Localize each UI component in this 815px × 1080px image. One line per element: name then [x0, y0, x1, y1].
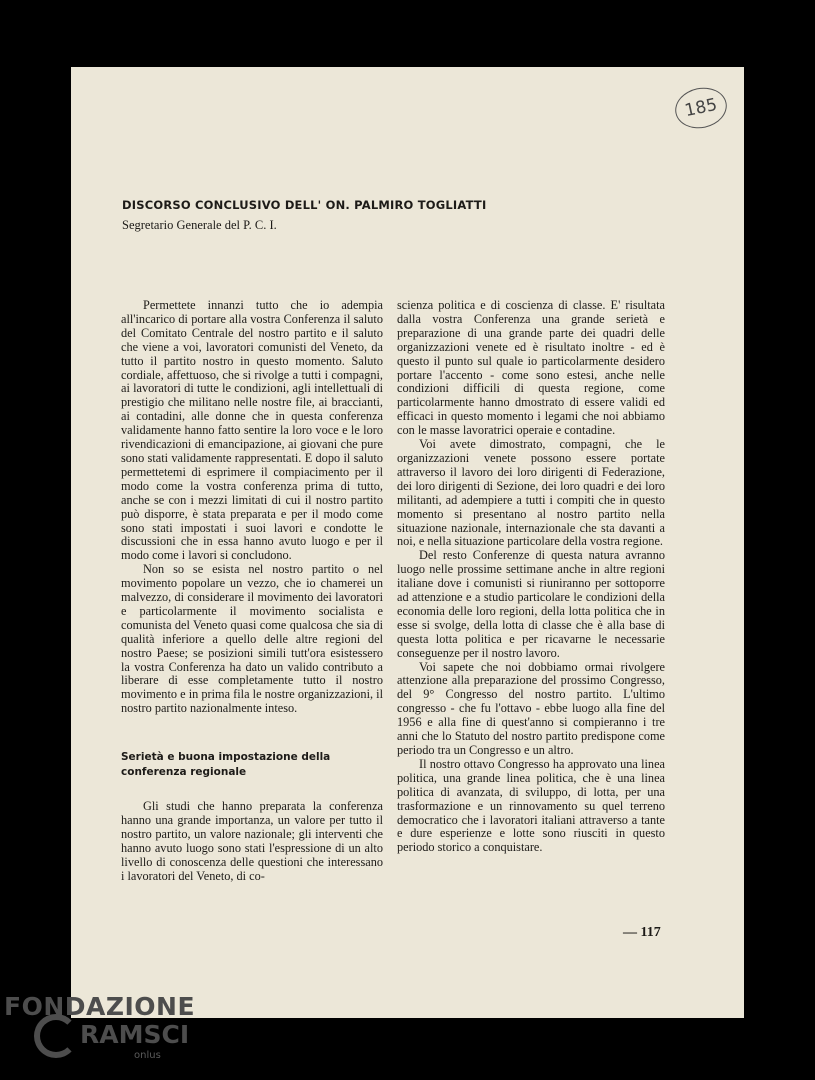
watermark-logo: [4, 988, 204, 1080]
left-column: [121, 299, 383, 884]
watermark-g-icon: [34, 1014, 78, 1058]
section-title: Serietà e buona impostazione della conferenza regionale: [121, 751, 331, 779]
page-title: DISCORSO CONCLUSIVO DELL' ON. PALMIRO TOGLIATTI: [122, 198, 487, 212]
paragraph: Voi avete dimostrato, compagni, che le organizzazioni venete possono essere portate attraverso il lavoro dei loro dirigenti di Federazione, dei loro dirigenti di Sezione, dei loro quadri e dei loro militanti, ad adempiere a tutti i compiti che in questo momento si presentano al nostro partito nella situazione nazionale, internazionale che sta davanti a noi, e nella situazione particolare della vostra regione.: [397, 437, 665, 549]
right-column: [397, 299, 665, 855]
watermark-line3: onlus: [134, 1050, 161, 1061]
paragraph: Non so se esista nel nostro partito o nel movimento popolare un vezzo, che io chamerei un malvezzo, di considerare il movimento dei lavoratori e particolarmente il movimento socialista e comunista del Veneto quasi come qualcosa che sia di qualità inferiore a quello delle altre regioni del nostro Paese; se posizioni simili tutt'ora esistessero la vostra Conferenza ha dato un valido contributo a liberare di esse completamente tutto il nostro movimento e in prima fila le nostre organizzazioni, il nostro partito nazionalmente inteso.: [121, 562, 383, 716]
watermark-line1: FONDAZIONE: [4, 992, 196, 1021]
watermark-line2: RAMSCI: [80, 1020, 190, 1049]
document-page: [71, 67, 744, 1018]
paragraph: Voi sapete che noi dobbiamo ormai rivolgere attenzione alla preparazione del prossimo Congresso, del 9° Congresso del nostro partito. L'ultimo congresso - che fu l'ottavo - ebbe luogo alla fine del 1956 e alla fine di quest'anno si compieranno i tre anni che lo Statuto del nostro partito predispone come periodo tra un Congresso e un altro.: [397, 659, 665, 757]
paragraph: Gli studi che hanno preparata la conferenza hanno una grande importanza, un valore per tutto il nostro partito, un valore nazionale; gli interventi che hanno avuto luogo sono stati l'espressione di un alto livello di conoscenza delle questioni che interessano i lavoratori del Veneto, di co-: [121, 799, 383, 883]
page-number: — 117: [623, 925, 661, 940]
paragraph: Il nostro ottavo Congresso ha approvato una linea politica, una grande linea politica, che è una linea politica di avanzata, di sviluppo, di lotta, per una trasformazione e un rinnovamento su quel terreno democratico che i lavoratori italiani attraverso a tante e dure esperienze e lotte sono riusciti in questo periodo storico a conquistare.: [397, 756, 665, 855]
archive-stamp: 185: [671, 83, 730, 133]
paragraph: Permettete innanzi tutto che io adempia all'incarico di portare alla vostra Conferenza il saluto del Comitato Centrale del nostro partito e il saluto che viene a voi, lavoratori comunisti del Veneto, da tutto il partito nostro in questo momento. Saluto cordiale, affettuoso, che si rivolge a tutti i compagni, ai lavoratori di tutte le condizioni, agli intellettuali di prestigio che militano nelle nostre file, ai braccianti, ai contadini, alle donne che in questa conferenza validamente hanno fatto sentire la loro voce e le loro rivendicazioni di emancipazione, ai giovani che pure sono stati validamente rappresentati. E dopo il saluto permettetemi di esprimere il compiacimento per il modo come la vostra conferenza prima di tutto, anche se con i mezzi limitati di cui il nostro partito può disporre, è stata preparata e per il modo come sono stati impostati i suoi lavori e condotte le discussioni che in essa hanno avuto luogo e per il modo come i lavori si concludono.: [121, 298, 383, 563]
page-subtitle: Segretario Generale del P. C. I.: [122, 218, 277, 232]
paragraph: Del resto Conferenze di questa natura avranno luogo nelle prossime settimane anche in altre regioni italiane dove i comunisti si riuniranno per sottoporre ad attenzione e a studio particolare le condizioni della economia delle loro regioni, della lotta politica che in esse si svolge, della lotta di classe che è alla base di questa lotta politica e per ricavarne le necessarie conseguenze per il nostro lavoro.: [397, 548, 665, 660]
paragraph: scienza politica e di coscienza di classe. E' risultata dalla vostra Conferenza una grande serietà e preparazione di una grande parte dei quadri delle organizzazioni venete ed è risultato inoltre - ed è questo il punto sul quale io particolarmente desidero portare l'accento - come sono estesi, anche nelle condizioni difficili di questa regione, come particolarmente hanno dmostrato di essere validi ed efficaci in questo momento i legami che noi abbiamo con le masse lavoratrici operaie e contadine.: [397, 298, 665, 438]
